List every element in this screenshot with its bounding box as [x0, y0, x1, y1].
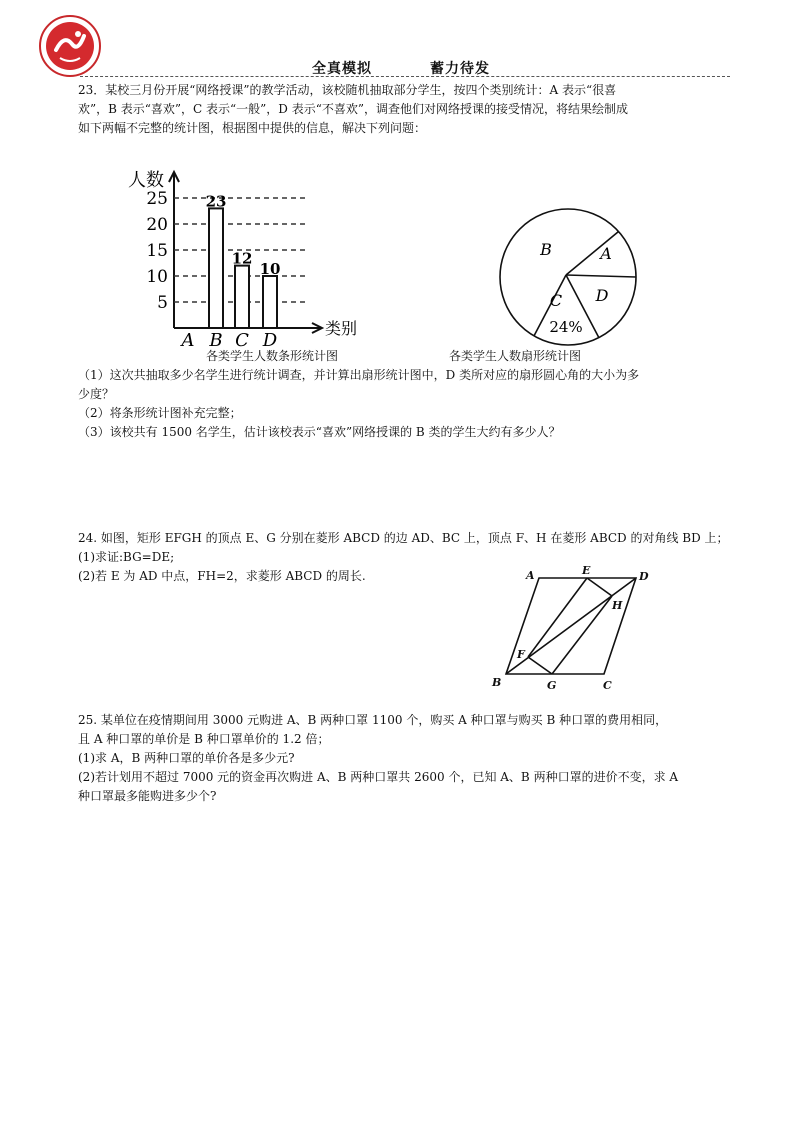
y-tick-label: 25 — [146, 189, 168, 209]
label-g: G — [547, 679, 557, 692]
x-tick-label: B — [209, 330, 223, 350]
y-tick-label: 5 — [157, 293, 168, 313]
q23-stem-line: 欢”，B 表示“喜欢”，C 表示“一般”，D 表示“不喜欢”，调查他们对网络授课的接受情况，将结果绘制成 — [78, 102, 629, 116]
pie-slice-label: B — [540, 240, 552, 259]
y-tick-label: 15 — [146, 241, 168, 261]
pie-slice-label: D — [595, 286, 609, 305]
label-e: E — [582, 564, 591, 577]
q25 — [78, 711, 738, 806]
q23-stem — [78, 81, 728, 138]
rect-side-gh — [552, 596, 612, 674]
label-a: A — [526, 569, 535, 582]
q24-sub1: (1)求证:BG=DE; — [78, 550, 175, 564]
q23-sub3: （3）该校共有 1500 名学生，估计该校表示“喜欢”网络授课的 B 类的学生大约有多少人？ — [78, 425, 561, 439]
q25-line: (1)求 A，B 两种口罩的单价各是多少元? — [78, 751, 295, 765]
y-axis-label: 人数 — [128, 170, 164, 191]
rhombus-figure — [484, 562, 654, 696]
diagonal-bd — [506, 578, 636, 674]
bar — [263, 276, 277, 328]
bar — [235, 266, 249, 328]
rect-side-ef — [528, 578, 587, 657]
bar-chart-caption: 各类学生人数条形统计图 — [206, 349, 339, 363]
bar-data-label: 23 — [205, 192, 227, 211]
bar-data-label: 10 — [259, 260, 281, 278]
label-b: B — [492, 676, 502, 689]
q23-sub1 — [78, 366, 728, 404]
school-logo — [38, 14, 102, 78]
q24-sub2: (2)若 E 为 AD 中点，FH=2，求菱形 ABCD 的周长. — [78, 569, 366, 583]
q25-line: 且 A 种口罩的单价是 B 种口罩单价的 1.2 倍； — [78, 732, 330, 746]
header-divider — [80, 76, 730, 77]
bar-data-label: 12 — [231, 249, 253, 268]
pie-chart — [494, 203, 642, 351]
q23-sub1-line: （1）这次共抽取多少名学生进行统计调查，并计算出扇形统计图中，D 类所对应的扇形圆心角的大小为多 — [78, 368, 640, 382]
x-tick-label: D — [262, 330, 278, 350]
rect-side-fg — [528, 657, 552, 674]
q25-line: 种口罩最多能购进多少个? — [78, 789, 217, 803]
label-c: C — [603, 679, 612, 692]
q24-stem: 24. 如图，矩形 EFGH 的顶点 E、G 分别在菱形 ABCD 的边 AD、BC 上，顶点 F、H 在菱形 ABCD 的对角线 BD 上； — [78, 531, 729, 545]
y-tick-label: 10 — [146, 267, 168, 287]
q23-sub1-line: 少度？ — [78, 387, 115, 401]
q23-stem-line: 如下两幅不完整的统计图，根据图中提供的信息，解决下列问题： — [78, 121, 427, 135]
x-tick-label: A — [181, 330, 195, 350]
label-f: F — [517, 648, 525, 661]
y-tick-label: 20 — [146, 215, 168, 235]
label-h: H — [612, 599, 623, 612]
header-right-title: 蓄力待发 — [430, 61, 490, 77]
x-axis-label: 类别 — [325, 319, 358, 338]
x-tick-label: C — [235, 330, 249, 350]
pie-slice-label: C — [549, 291, 563, 310]
rect-side-he — [587, 578, 612, 596]
pie-percent-label: 24% — [549, 318, 583, 336]
label-d: D — [639, 570, 649, 583]
q25-line: 25. 某单位在疫情期间用 3000 元购进 A、B 两种口罩 1100 个，购买 A 种口罩与购买 B 种口罩的费用相同， — [78, 713, 668, 727]
q23-stem-line: 23．某校三月份开展“网络授课”的教学活动，该校随机抽取部分学生，按四个类别统计：A 表示“很喜 — [78, 83, 617, 97]
q23-sub2: （2）将条形统计图补充完整； — [78, 406, 242, 420]
q25-line: (2)若计划用不超过 7000 元的资金再次购进 A、B 两种口罩共 2600 个，已知 A、B 两种口罩的进价不变，求 A — [78, 770, 679, 784]
header-left-title: 全真模拟 — [312, 61, 372, 77]
bar-chart — [120, 160, 380, 350]
bar — [209, 208, 223, 328]
pie-slice-label: A — [600, 244, 612, 263]
pie-chart-caption: 各类学生人数扇形统计图 — [449, 349, 582, 363]
